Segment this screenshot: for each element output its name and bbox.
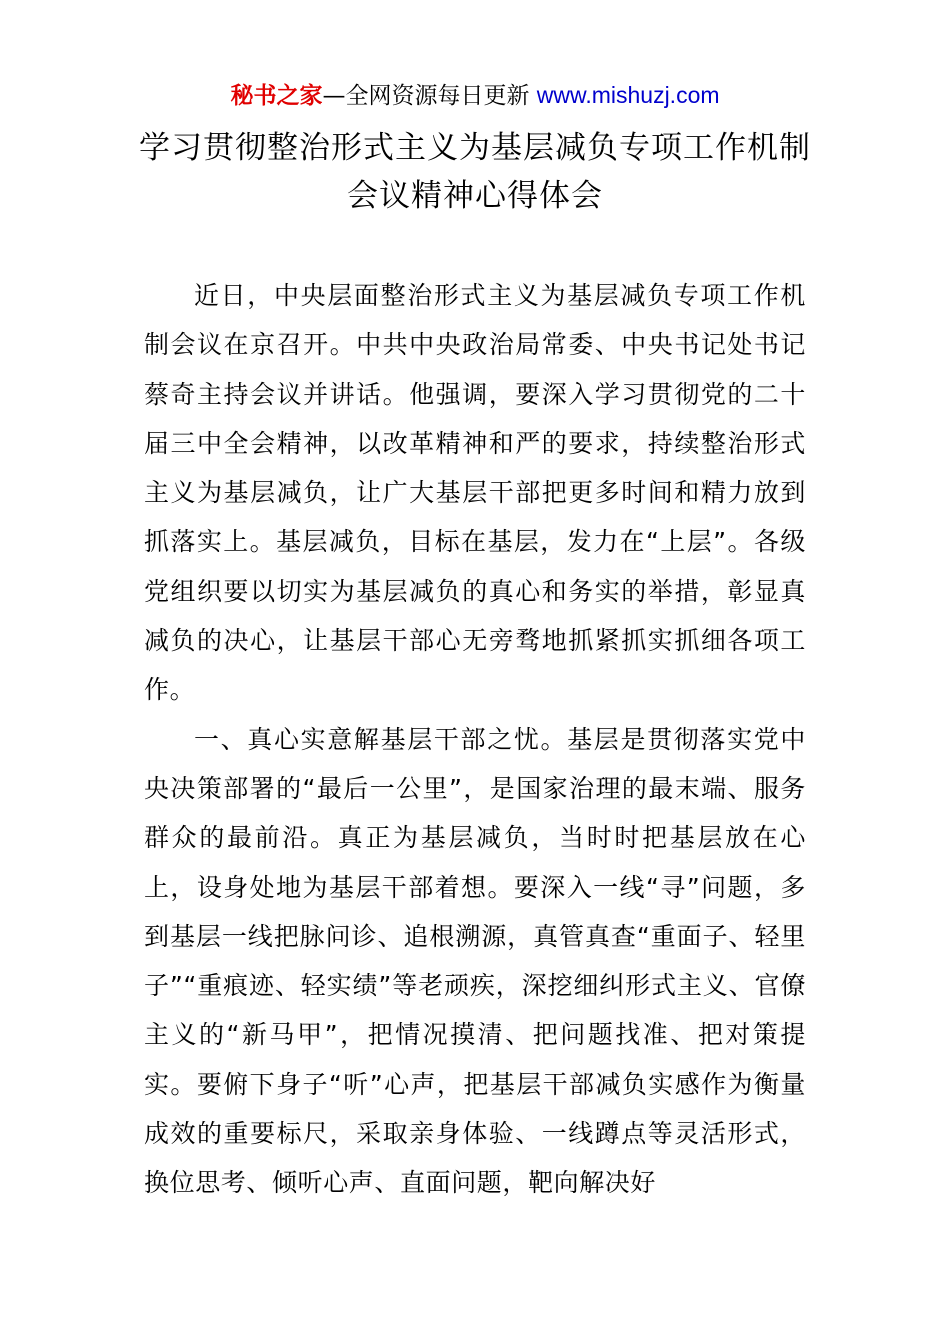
document-title: 学习贯彻整治形式主义为基层减负专项工作机制会议精神心得体会 <box>139 130 811 214</box>
paragraph-section-one: 一、真心实意解基层干部之忧。基层是贯彻落实党中央决策部署的“最后一公里”，是国家治理的最末端、服务群众的最前沿。真正为基层减负，当时时把基层放在心上，设身处地为基层干部着想。要深入一线“寻”问题，多到基层一线把脉问诊、追根溯源，真管真查“重面子、轻里子”“重痕迹、轻实绩”等老顽疾，深挖细纠形式主义、官僚主义的“新马甲”，把情况摸清、把问题找准、把对策提实。要俯下身子“听”心声，把基层干部减负实感作为衡量成效的重要标尺，采取亲身体验、一线蹲点等灵活形式，换位思考、倾听心声、直面问题，靶向解决好 <box>144 724 806 1198</box>
site-banner <box>0 80 950 111</box>
paragraph-intro: 近日，中央层面整治形式主义为基层减负专项工作机制会议在京召开。中共中央政治局常委、中央书记处书记蔡奇主持会议并讲话。他强调，要深入学习贯彻党的二十届三中全会精神，以改革精神和严的要求，持续整治形式主义为基层减负，让广大基层干部把更多时间和精力放到抓落实上。基层减负，目标在基层，发力在“上层”。各级党组织要以切实为基层减负的真心和务实的举措，彰显真减负的决心，让基层干部心无旁骛地抓紧抓实抓细各项工作。 <box>144 281 806 705</box>
site-url-link[interactable]: www.mishuzj.com <box>536 82 720 108</box>
banner-tagline: —全网资源每日更新 <box>322 83 530 109</box>
document-body <box>144 271 806 1208</box>
brand-name: 秘书之家 <box>230 83 323 109</box>
